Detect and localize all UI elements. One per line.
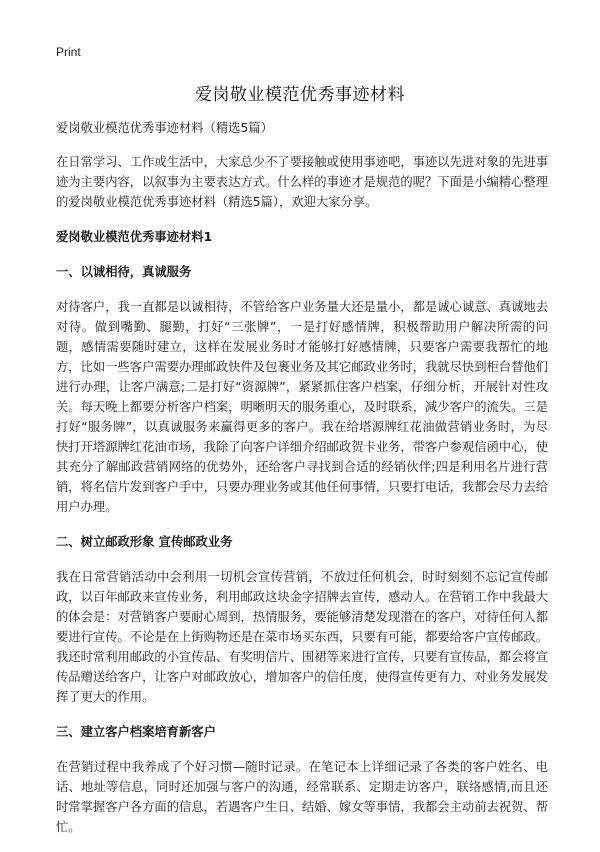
- article-subtitle: 爱岗敬业模范优秀事迹材料（精选5篇）: [56, 121, 273, 135]
- part-3-heading: 三、建立客户档案培育新客户: [56, 725, 216, 739]
- part-3-body: 在营销过程中我养成了个好习惯—随时记录。在笔记本上详细记录了各类的客户姓名、电话、地址等信息，同时还加强与客户的沟通，经常联系、定期走访客户，联络感情,而且还时常掌握客户各方面的信息，若遇客户生日、结婚、嫁女等事情，我都会主动前去祝贺、帮忙。: [56, 760, 548, 834]
- intro-paragraph: 在日常学习、工作或生活中，大家总少不了要接触或使用事迹吧，事迹以先进对象的先进事迹为主要内容，以叙事为主要表达方式。什么样的事迹才是规范的呢？下面是小编精心整理的爱岗敬业模范优秀事迹材料（精选5篇），欢迎大家分享。: [56, 155, 548, 209]
- section-title: 爱岗敬业模范优秀事迹材料1: [56, 230, 213, 244]
- article-body: [56, 118, 548, 852]
- part-2-body: 我在日常营销活动中会利用一切机会宣传营销，不放过任何机会，时时刻刻不忘记宣传邮政，以百年邮政来宣传业务，利用邮政这块金字招牌去宣传，感动人。在营销工作中我最大的体会是：对营销客户要耐心周到，热情服务，要能够清楚发现潜在的客户，对待任何人都要进行宣传。不论是在上街购物还是在菜市场买东西，只要有可能，都要给客户宣传邮政。我还时常利用邮政的小宣传品、有奖明信片、围裙等来进行宣传，只要有宣传品，都会将宣传品赠送给客户，让客户对邮政放心，增加客户的信任度，使得宣传更有力、对业务发展发挥了更大的作用。: [56, 570, 548, 704]
- page-title: 爱岗敬业模范优秀事迹材料: [195, 85, 405, 105]
- print-link[interactable]: Print: [56, 45, 81, 59]
- part-1-body: 对待客户，我一直都是以诚相待，不管给客户业务量大还是量小，都是诚心诚意、真诚地去对待。做到嘴勤、腿勤，打好“三张牌”，一是打好感情牌，积极帮助用户解决所需的问题，感情需要随时建立，这样在发展业务时才能够打好感情牌，只要客户需要我帮忙的地方，比如一些客户需要办理邮政快件及包裹业务及其它邮政业务时，我就尽快到柜台替他们进行办理，让客户满意;二是打好“资源牌”，紧紧抓住客户档案，仔细分析，开展针对性攻关。每天晚上都要分析客户档案，明晰明天的服务重心，及时联系，减少客户的流失。三是打好“服务牌”，以真诚服务来赢得更多的客户。我在给塔源牌红花油做营销业务时，为尽快打开塔源牌红花油市场，我除了向客户详细介绍邮政贺卡业务，带客户参观信函中心，使其充分了解邮政营销网络的优势外，还给客户寻找到合适的经销伙伴;四是利用名片进行营销，将名信片发到客户手中，只要办理业务或其他任何事情，只要打电话，我都会尽力去给用户办理。: [56, 300, 548, 514]
- part-2-heading: 二、树立邮政形象 宣传邮政业务: [56, 535, 233, 549]
- part-1-heading: 一、以诚相待，真诚服务: [56, 265, 192, 279]
